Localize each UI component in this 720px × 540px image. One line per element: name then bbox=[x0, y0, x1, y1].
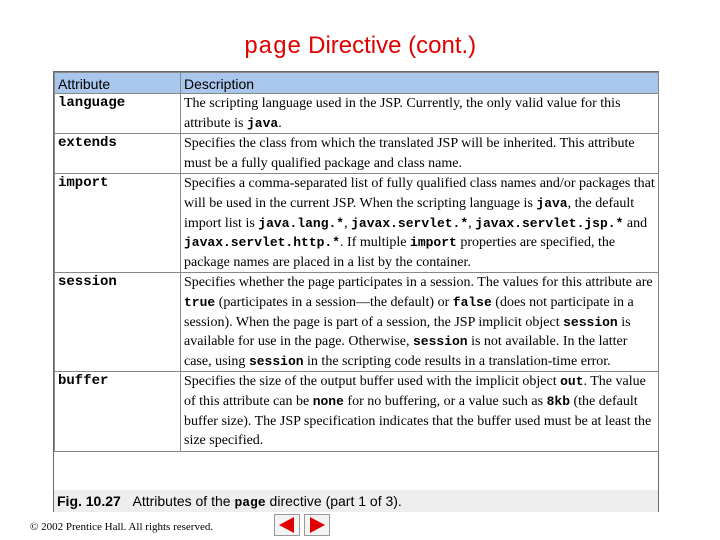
attributes-table bbox=[54, 72, 659, 452]
description-text: , the default import list is bbox=[184, 195, 635, 231]
description-text: . bbox=[278, 115, 282, 131]
table-row bbox=[55, 372, 659, 451]
code-term: import bbox=[410, 235, 457, 251]
description-text: . If multiple bbox=[340, 235, 411, 251]
description-text: and bbox=[623, 215, 648, 231]
description-text: in the scripting code results in a translation-time error. bbox=[303, 353, 611, 369]
header-description: Description bbox=[181, 73, 659, 94]
attribute-description bbox=[181, 134, 659, 174]
description-text: , bbox=[468, 215, 476, 231]
attribute-name: language bbox=[55, 94, 181, 134]
header-attribute: Attribute bbox=[55, 73, 181, 94]
description-text: Specifies the size of the output buffer used with the implicit object bbox=[184, 374, 561, 390]
description-text: is not available. In the latter case, using bbox=[184, 334, 628, 369]
code-term: true bbox=[184, 294, 216, 310]
attribute-description bbox=[181, 273, 659, 372]
code-term: 8kb bbox=[546, 393, 570, 409]
table-row bbox=[55, 134, 659, 174]
copyright-notice: © 2002 Prentice Hall. All rights reserved. bbox=[30, 521, 214, 533]
title-text: Directive (cont.) bbox=[301, 32, 477, 59]
code-term: session bbox=[563, 314, 618, 330]
code-term: javax.servlet.* bbox=[351, 215, 469, 231]
attribute-description bbox=[181, 174, 659, 273]
description-text: , bbox=[344, 215, 352, 231]
code-term: java bbox=[536, 195, 568, 211]
slide-title bbox=[0, 32, 720, 61]
description-text: (does not participate in a session). When the page is part of a session, the JSP implicit object bbox=[184, 294, 634, 330]
caption-pre: Attributes of the bbox=[132, 493, 235, 509]
description-text: Specifies whether the page participates in a session. The values for this attribute are bbox=[184, 275, 653, 291]
attribute-name: buffer bbox=[55, 372, 181, 451]
table-row bbox=[55, 273, 659, 372]
description-text: for no buffering, or a value such as bbox=[343, 393, 547, 409]
description-text: (the default buffer size). The JSP specification indicates that the buffer used must be at least the size specified. bbox=[184, 393, 652, 449]
table-row bbox=[55, 174, 659, 273]
attribute-description bbox=[181, 372, 659, 451]
code-term: java bbox=[247, 115, 279, 131]
title-mono: page bbox=[243, 34, 302, 61]
caption-post: directive (part 1 of 3). bbox=[265, 493, 402, 509]
figure-caption bbox=[54, 490, 658, 512]
table-header-row bbox=[55, 73, 659, 94]
description-text: The scripting language used in the JSP. Currently, the only valid value for this attribute is bbox=[184, 96, 621, 131]
code-term: javax.servlet.http.* bbox=[184, 235, 341, 251]
attribute-description bbox=[181, 94, 659, 134]
description-text: properties are specified, the package names are placed in a list by the container. bbox=[184, 235, 616, 270]
description-text: Specifies the class from which the translated JSP will be inherited. This attribute must be a fully qualified package and class name. bbox=[184, 136, 635, 171]
code-term: false bbox=[452, 294, 492, 310]
code-term: session bbox=[248, 353, 304, 369]
attribute-name: session bbox=[55, 273, 181, 372]
caption-mono: page bbox=[234, 495, 266, 510]
description-text: (participates in a session—the default) or bbox=[215, 294, 453, 310]
code-term: session bbox=[412, 334, 468, 350]
code-term: java.lang.* bbox=[258, 215, 345, 231]
attribute-name: extends bbox=[55, 134, 181, 174]
code-term: javax.servlet.jsp.* bbox=[475, 215, 624, 231]
previous-slide-icon[interactable] bbox=[274, 514, 300, 536]
next-slide-icon[interactable] bbox=[304, 514, 330, 536]
description-text: is available for use in the page. Otherwise, bbox=[184, 314, 631, 350]
table-row bbox=[55, 94, 659, 134]
description-text: . The value of this attribute can be bbox=[184, 374, 646, 409]
figure-number: Fig. 10.27 bbox=[57, 493, 121, 509]
code-term: none bbox=[312, 393, 344, 409]
description-text: Specifies a comma-separated list of fully qualified class names and/or packages that will be used in the current JSP. When the scripting language is bbox=[184, 176, 655, 211]
code-term: out bbox=[560, 374, 584, 390]
attribute-name: import bbox=[55, 174, 181, 273]
table-frame bbox=[53, 71, 659, 512]
